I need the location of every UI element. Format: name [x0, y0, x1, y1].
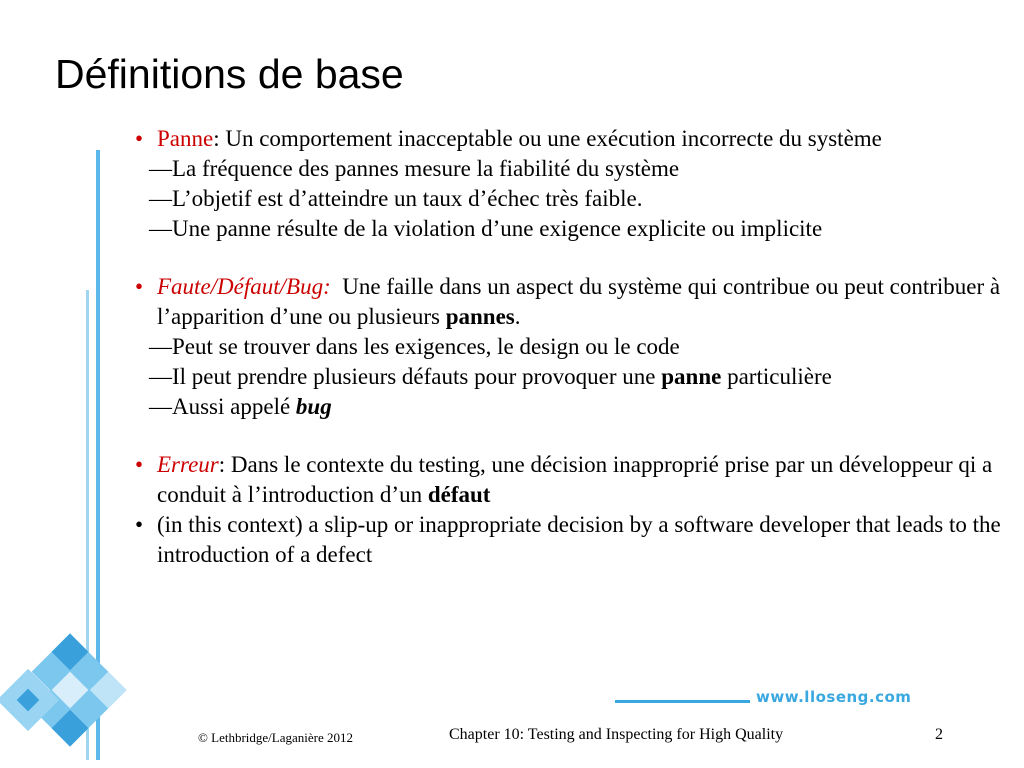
sub-text: particulière — [721, 364, 832, 389]
bullet-marker: • — [135, 452, 144, 477]
definition-english: (in this context) a slip-up or inappropriate decision by a software developer that leads to the introduction of a defect — [157, 512, 1001, 567]
slide-body — [135, 124, 1020, 570]
page-title: Définitions de base — [55, 51, 404, 97]
emphasis-pannes: pannes — [445, 304, 515, 329]
bullet-marker: • — [135, 274, 144, 299]
sub-item: —La fréquence des pannes mesure la fiabilité du système — [149, 156, 680, 181]
footer-copyright: © Lethbridge/Laganière 2012 — [198, 730, 353, 745]
bullet-english — [135, 510, 1020, 570]
term-panne: Panne — [157, 126, 214, 151]
bullet-marker: • — [135, 512, 144, 537]
sub-item — [135, 392, 1020, 422]
footer-chapter: Chapter 10: Testing and Inspecting for High Quality — [449, 726, 784, 743]
emphasis-panne: panne — [661, 364, 722, 389]
bullet-marker: • — [135, 126, 144, 151]
bullet-panne — [135, 124, 1020, 154]
site-logo: www.lloseng.com — [756, 688, 912, 706]
definition-erreur: : Dans le contexte du testing, une décision inapproprié prise par un développeur qi a conduit à l’introduction d’un — [157, 452, 993, 507]
term-colon: : — [323, 274, 331, 299]
bullet-erreur — [135, 450, 1020, 510]
emphasis-defaut: défaut — [427, 482, 491, 507]
sub-item — [135, 362, 1020, 392]
sub-text: —Aussi appelé — [149, 394, 296, 419]
definition-panne: : Un comportement inacceptable ou une exécution incorrecte du système — [213, 126, 882, 151]
definition-faute: Une faille dans un aspect du système qui contribue ou peut contribuer à l’apparition d’une ou plusieurs — [157, 274, 1006, 329]
bullet-faute — [135, 272, 1020, 332]
definition-end: . — [514, 304, 521, 329]
term-erreur: Erreur — [157, 452, 219, 477]
sub-text: —Il peut prendre plusieurs défauts pour provoquer une — [149, 364, 662, 389]
logo-underline — [615, 700, 750, 703]
emphasis-bug: bug — [295, 394, 332, 419]
sub-item: —Une panne résulte de la violation d’une exigence explicite ou implicite — [149, 216, 823, 241]
sub-item: —L’objetif est d’atteindre un taux d’échec très faible. — [149, 186, 643, 211]
term-faute: Faute/Défaut/Bug — [157, 274, 324, 299]
decorative-side-graphic — [0, 0, 140, 768]
sub-item: —Peut se trouver dans les exigences, le design ou le code — [149, 334, 680, 359]
page-number: 2 — [935, 726, 943, 743]
